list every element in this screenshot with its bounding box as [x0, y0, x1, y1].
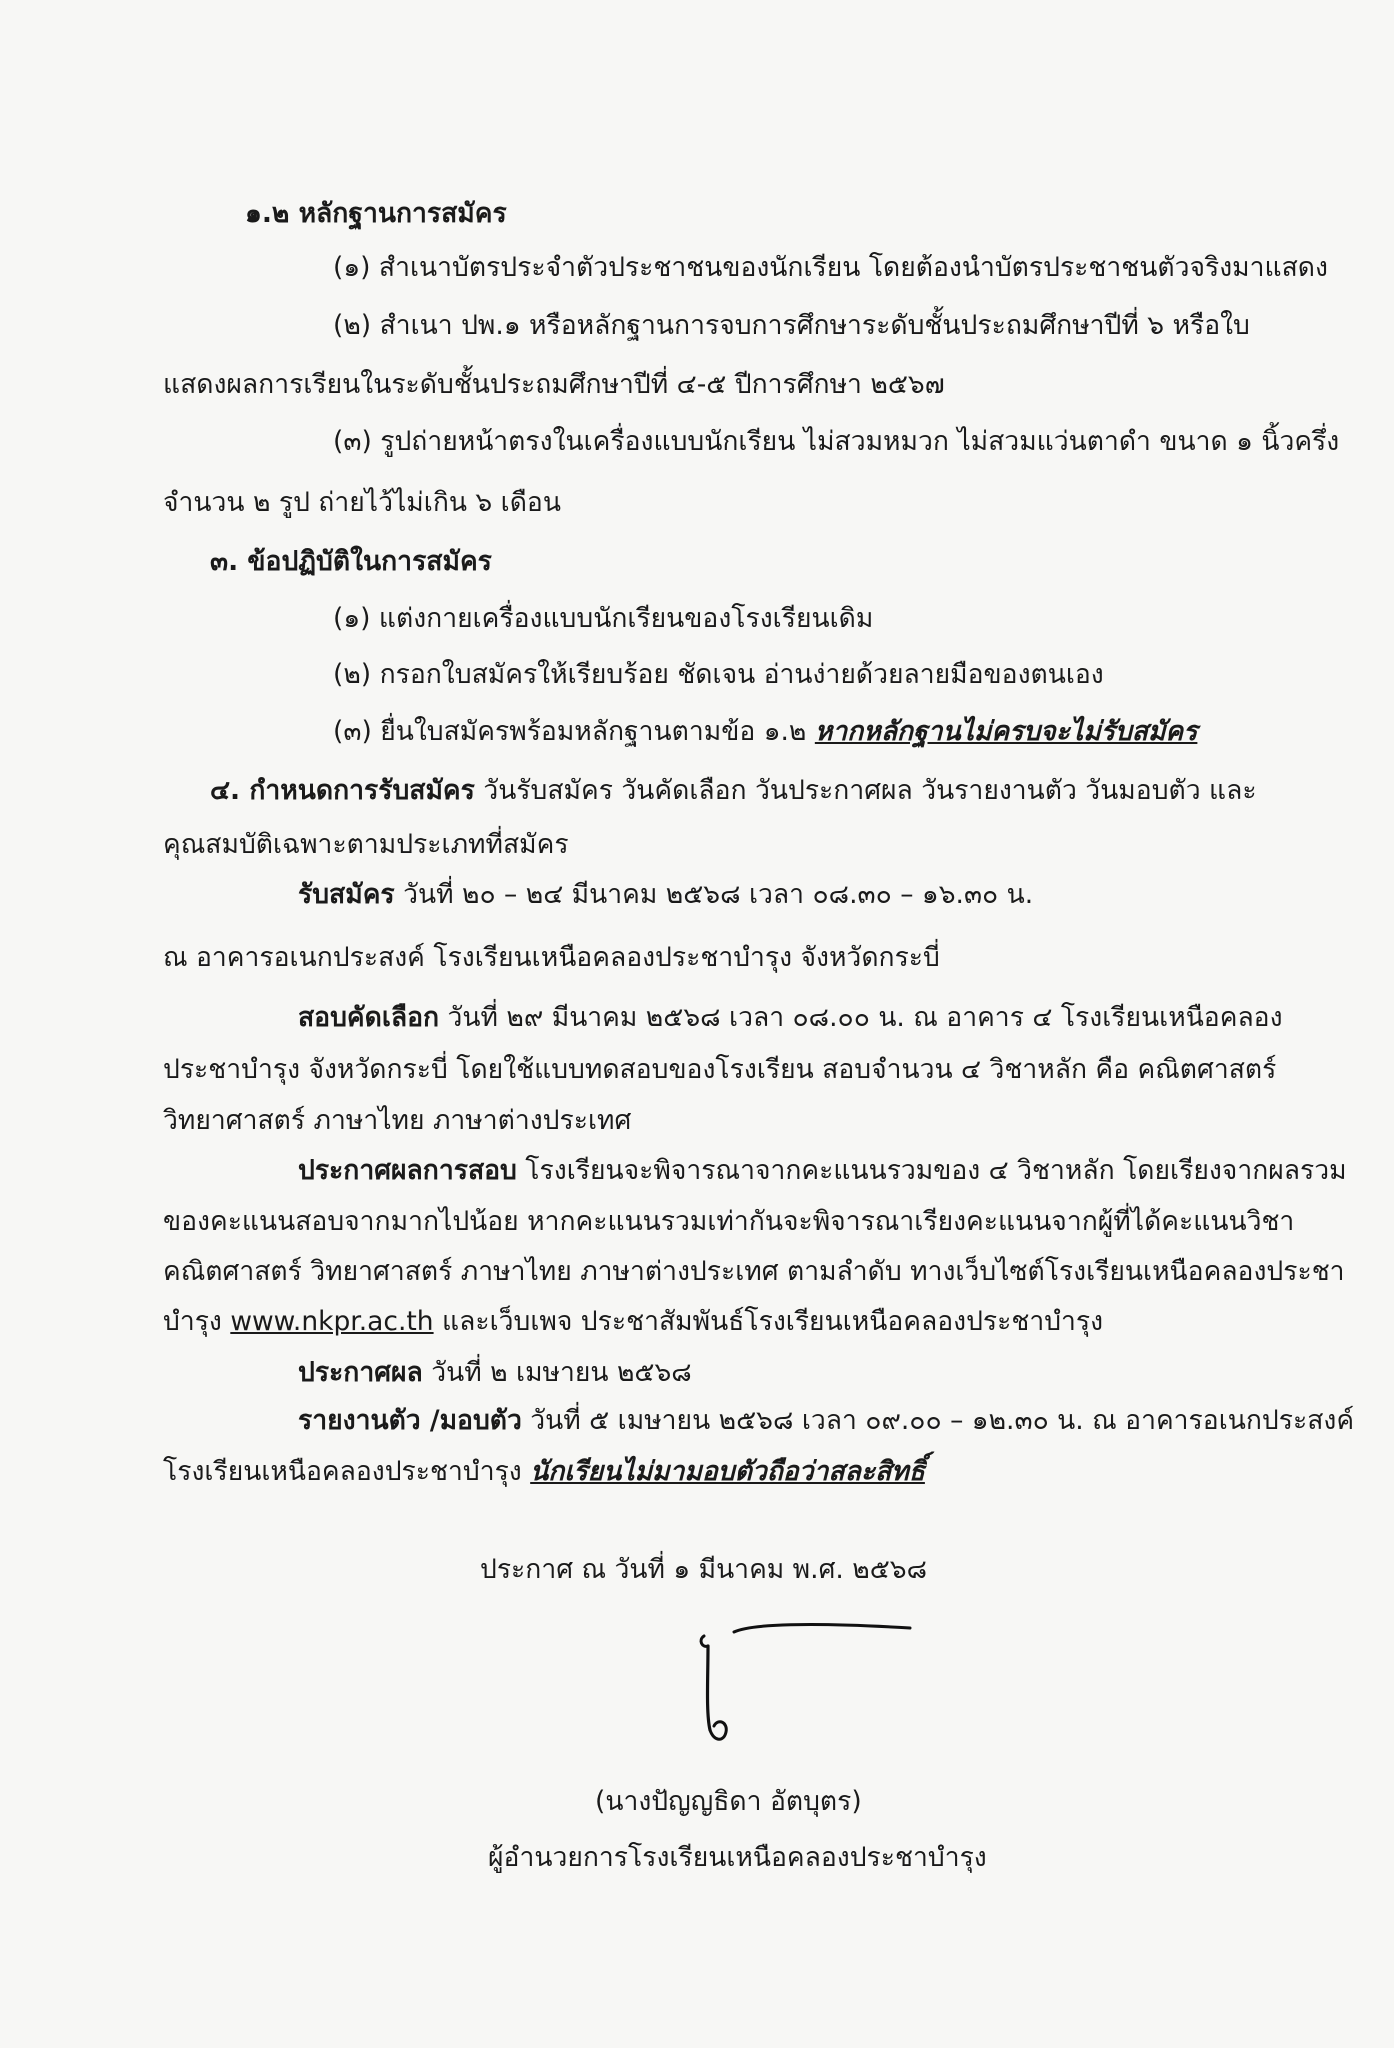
- practice-item-2: (๒) กรอกใบสมัครให้เรียบร้อย ชัดเจน อ่านง่ายด้วยลายมือของตนเอง: [333, 659, 1104, 690]
- result-line-1: [298, 1151, 1347, 1191]
- practice-item-3: [333, 712, 1197, 752]
- apply-text: วันที่ ๒๐ – ๒๔ มีนาคม ๒๕๖๘ เวลา ๐๘.๓๐ – ๑๖.๓๐ น.: [394, 879, 1034, 910]
- report-line-1: [298, 1401, 1354, 1441]
- evidence-item-2-line-1: (๒) สำเนา ปพ.๑ หรือหลักฐานการจบการศึกษาระดับชั้นประถมศึกษาปีที่ ๖ หรือใบ: [333, 310, 1250, 341]
- report-text-a: วันที่ ๕ เมษายน ๒๕๖๘ เวลา ๐๙.๐๐ – ๑๒.๓๐ น. ณ อาคารอเนกประสงค์: [521, 1405, 1355, 1436]
- website-link[interactable]: www.nkpr.ac.th: [230, 1306, 434, 1337]
- practice-item-3-text: (๓) ยื่นใบสมัครพร้อมหลักฐานตามข้อ ๑.๒: [333, 716, 815, 747]
- apply-place: ณ อาคารอเนกประสงค์ โรงเรียนเหนือคลองประชาบำรุง จังหวัดกระบี่: [163, 942, 940, 973]
- evidence-item-3-line-2: จำนวน ๒ รูป ถ่ายไว้ไม่เกิน ๖ เดือน: [163, 487, 561, 518]
- section-4-heading: ๔. กำหนดการรับสมัคร: [210, 775, 475, 806]
- practice-item-1: (๑) แต่งกายเครื่องแบบนักเรียนของโรงเรียนเดิม: [333, 603, 874, 634]
- result-line-4: [163, 1302, 1103, 1342]
- result-text-a: โรงเรียนจะพิจารณาจากคะแนนรวมของ ๔ วิชาหลัก โดยเรียงจากผลรวม: [516, 1155, 1347, 1186]
- signer-title: ผู้อำนวยการโรงเรียนเหนือคลองประชาบำรุง: [488, 1842, 987, 1873]
- signer-name: (นางปัญญธิดา อัตบุตร): [595, 1786, 862, 1817]
- result-label: ประกาศผลการสอบ: [298, 1155, 517, 1186]
- exam-text-a: วันที่ ๒๙ มีนาคม ๒๕๖๘ เวลา ๐๘.๐๐ น. ณ อาคาร ๔ โรงเรียนเหนือคลอง: [439, 1002, 1283, 1033]
- report-line-2: [163, 1452, 925, 1492]
- apply-schedule: [298, 875, 1033, 915]
- apply-label: รับสมัคร: [298, 879, 395, 910]
- practice-item-3-warning: หากหลักฐานไม่ครบจะไม่รับสมัคร: [814, 716, 1198, 747]
- section-1-2-heading: ๑.๒ หลักฐานการสมัคร: [245, 198, 507, 229]
- announce-text: วันที่ ๒ เมษายน ๒๕๖๘: [422, 1357, 692, 1388]
- report-text-b: โรงเรียนเหนือคลองประชาบำรุง: [163, 1456, 531, 1487]
- section-4-heading-line: [210, 771, 1257, 811]
- section-3-heading: ๓. ข้อปฏิบัติในการสมัคร: [210, 546, 492, 577]
- result-text-d1: บำรุง: [163, 1306, 231, 1337]
- report-warning: นักเรียนไม่มามอบตัวถือว่าสละสิทธิ์: [530, 1456, 925, 1487]
- exam-label: สอบคัดเลือก: [298, 1002, 440, 1033]
- evidence-item-3-line-1: (๓) รูปถ่ายหน้าตรงในเครื่องแบบนักเรียน ไม่สวมหมวก ไม่สวมแว่นตาดำ ขนาด ๑ นิ้วครึ่ง: [333, 426, 1340, 457]
- section-4-heading-rest: วันรับสมัคร วันคัดเลือก วันประกาศผล วันรายงานตัว วันมอบตัว และ: [474, 775, 1257, 806]
- exam-line-1: [298, 998, 1283, 1038]
- result-line-2: ของคะแนนสอบจากมากไปน้อย หากคะแนนรวมเท่ากันจะพิจารณาเรียงคะแนนจากผู้ที่ได้คะแนนวิชา: [163, 1206, 1295, 1237]
- announce-line: [298, 1353, 692, 1393]
- exam-line-3: วิทยาศาสตร์ ภาษาไทย ภาษาต่างประเทศ: [163, 1105, 632, 1136]
- result-line-3: คณิตศาสตร์ วิทยาศาสตร์ ภาษาไทย ภาษาต่างประเทศ ตามลำดับ ทางเว็บไซต์โรงเรียนเหนือคลองประชา: [163, 1256, 1345, 1287]
- section-4-line-2: คุณสมบัติเฉพาะตามประเภทที่สมัคร: [163, 829, 569, 860]
- result-text-d2: และเว็บเพจ ประชาสัมพันธ์โรงเรียนเหนือคลองประชาบำรุง: [433, 1306, 1104, 1337]
- signature-image: [690, 1618, 930, 1755]
- announce-label: ประกาศผล: [298, 1357, 423, 1388]
- exam-line-2: ประชาบำรุง จังหวัดกระบี่ โดยใช้แบบทดสอบของโรงเรียน สอบจำนวน ๔ วิชาหลัก คือ คณิตศาสตร์: [163, 1054, 1277, 1085]
- evidence-item-2-line-2: แสดงผลการเรียนในระดับชั้นประถมศึกษาปีที่ ๔-๕ ปีการศึกษา ๒๕๖๗: [163, 369, 945, 400]
- evidence-item-1: (๑) สำเนาบัตรประจำตัวประชาชนของนักเรียน โดยต้องนำบัตรประชาชนตัวจริงมาแสดง: [333, 252, 1328, 283]
- announcement-date: ประกาศ ณ วันที่ ๑ มีนาคม พ.ศ. ๒๕๖๘: [480, 1554, 928, 1585]
- report-label: รายงานตัว /มอบตัว: [298, 1405, 522, 1436]
